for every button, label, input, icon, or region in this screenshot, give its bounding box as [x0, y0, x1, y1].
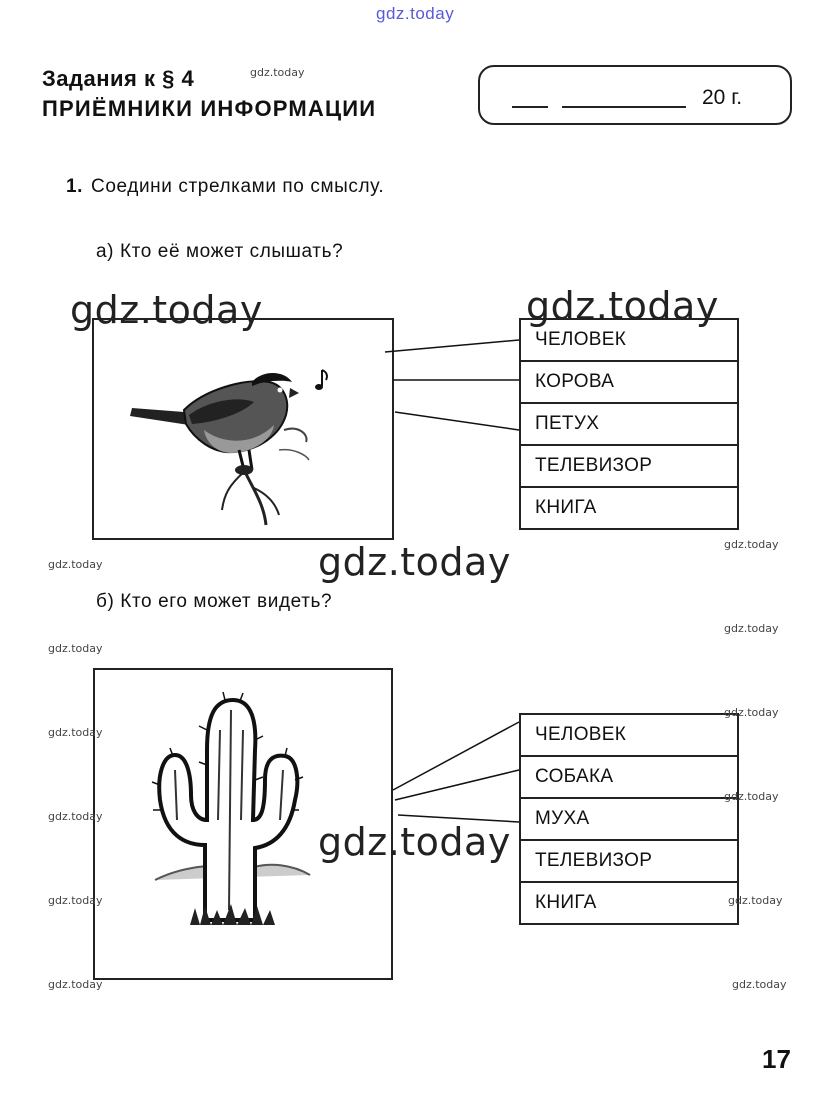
option-b-4[interactable]: ТЕЛЕВИЗОР — [520, 840, 738, 882]
option-b-3[interactable]: МУХА — [520, 798, 738, 840]
watermark-small: gdz.today — [724, 622, 779, 635]
watermark-small: gdz.today — [48, 978, 103, 991]
watermark-small: gdz.today — [732, 978, 787, 991]
option-b-1[interactable]: ЧЕЛОВЕК — [520, 714, 738, 756]
watermark-big: gdz.today — [526, 284, 719, 328]
watermark-small: gdz.today — [724, 538, 779, 551]
question-a: а) Кто её может слышать? — [96, 241, 344, 262]
line-b-sobaka — [395, 770, 519, 800]
watermark-top: gdz.today — [376, 4, 455, 23]
option-a-2[interactable]: КОРОВА — [520, 361, 738, 403]
watermark-big: gdz.today — [70, 288, 263, 332]
topic-title: ПРИЁМНИКИ ИНФОРМАЦИИ — [42, 96, 377, 121]
option-a-1[interactable]: ЧЕЛОВЕК — [520, 319, 738, 361]
date-year: 20 г. — [702, 86, 743, 109]
option-a-3[interactable]: ПЕТУХ — [520, 403, 738, 445]
task-instruction-text: Соедини стрелками по смыслу. — [91, 176, 385, 197]
line-a-petuh — [395, 412, 519, 430]
watermark-big: gdz.today — [318, 540, 511, 584]
option-a-4[interactable]: ТЕЛЕВИЗОР — [520, 445, 738, 487]
line-a-chelovek — [385, 340, 519, 352]
option-b-2[interactable]: СОБАКА — [520, 756, 738, 798]
watermark-small: gdz.today — [48, 810, 103, 823]
watermark-small: gdz.today — [48, 642, 103, 655]
watermark-small: gdz.today — [724, 790, 779, 803]
watermark-small: gdz.today — [250, 66, 305, 79]
line-b-chelovek — [393, 722, 519, 790]
option-a-5[interactable]: КНИГА — [520, 487, 738, 529]
watermark-small: gdz.today — [48, 558, 103, 571]
watermark-small: gdz.today — [728, 894, 783, 907]
task-title: Задания к § 4 — [42, 66, 195, 91]
question-b: б) Кто его может видеть? — [96, 591, 333, 612]
option-b-5[interactable]: КНИГА — [520, 882, 738, 924]
watermark-small: gdz.today — [48, 894, 103, 907]
watermark-small: gdz.today — [48, 726, 103, 739]
task-number: 1. — [66, 176, 84, 197]
watermark-small: gdz.today — [724, 706, 779, 719]
page-number: 17 — [762, 1044, 791, 1074]
watermark-big: gdz.today — [318, 820, 511, 864]
